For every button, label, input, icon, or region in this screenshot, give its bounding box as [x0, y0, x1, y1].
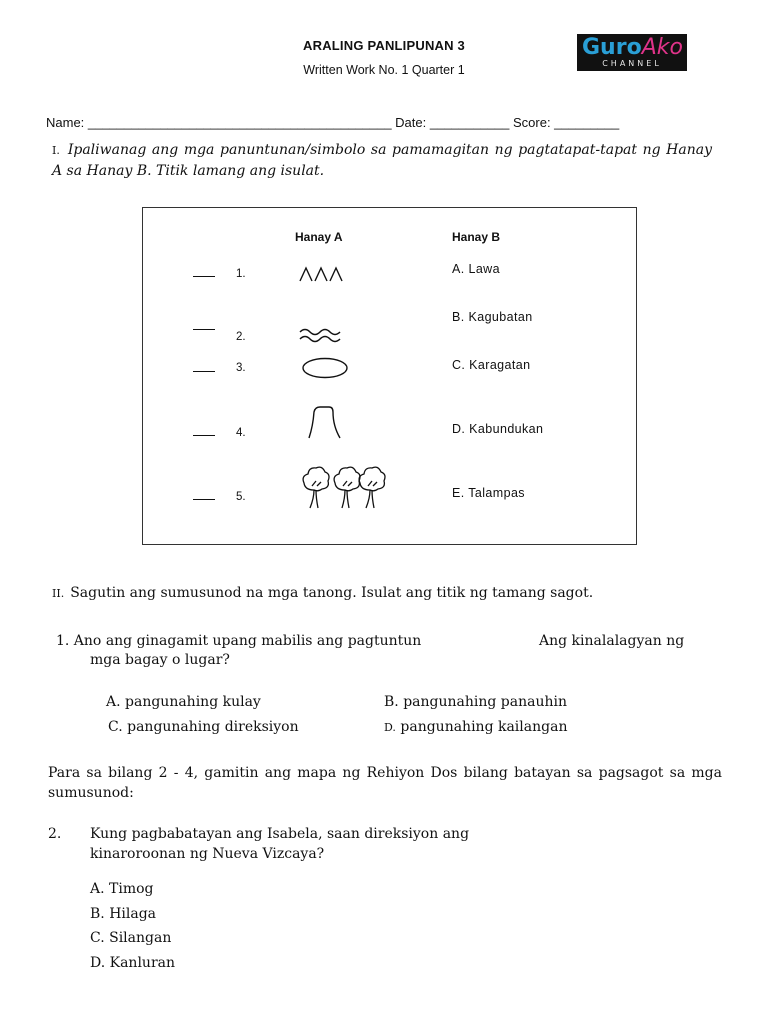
q1-choice-d-text: pangunahing kailangan: [400, 719, 568, 735]
q1-choice-d: [384, 719, 567, 735]
choice-c: C. Karagatan: [452, 358, 531, 372]
matching-table: [142, 207, 637, 545]
item-number: 1.: [236, 268, 246, 280]
part2-instructions: [52, 585, 593, 601]
worksheet-subtitle: Written Work No. 1 Quarter 1: [303, 63, 465, 77]
q1-choice-d-letter: D.: [384, 721, 396, 734]
question-2-line2: kinaroroonan ng Nueva Vizcaya?: [90, 846, 325, 862]
question-1-line1b: Ang kinalalagyan ng: [539, 633, 685, 649]
q2-choice-b: B. Hilaga: [90, 906, 157, 922]
guroako-logo: [577, 34, 687, 71]
choice-d: D. Kabundukan: [452, 422, 544, 436]
q1-choice-b: B. pangunahing panauhin: [384, 694, 567, 710]
item-number: 4.: [236, 427, 246, 439]
item-number: 3.: [236, 362, 246, 374]
question-1-line2: mga bagay o lugar?: [90, 652, 230, 668]
column-b-header: Hanay B: [452, 230, 501, 244]
lake-oval-icon: [300, 356, 350, 380]
question-2-line1: Kung pagbabatayan ang Isabela, saan direksiyon ang: [90, 826, 470, 842]
choice-e: E. Talampas: [452, 486, 525, 500]
answer-blank: [193, 435, 215, 436]
part1-instructions-text: Ipaliwanag ang mga panuntunan/simbolo sa pamamagitan ng pagtatapat-tapat ng Hanay A sa Hanay B. Titik lamang ang isulat.: [52, 142, 712, 179]
answer-blank: [193, 371, 215, 372]
waves-icon: [298, 325, 344, 345]
part1-instructions: [52, 140, 712, 181]
answer-blank: [193, 499, 215, 500]
q2-choice-c: C. Silangan: [90, 930, 172, 946]
q1-choice-c: C. pangunahing direksiyon: [108, 719, 299, 735]
q1-choice-a: A. pangunahing kulay: [106, 694, 261, 710]
logo-accent-text: Ako: [641, 35, 683, 60]
question-2-number: 2.: [48, 826, 62, 842]
worksheet-title: ARALING PANLIPUNAN 3: [303, 38, 465, 53]
answer-blank: [193, 276, 215, 277]
q2-choice-d: D. Kanluran: [90, 955, 175, 971]
plateau-icon: [305, 404, 345, 440]
column-a-header: Hanay A: [295, 230, 343, 244]
logo-sub-text: CHANNEL: [602, 59, 662, 68]
logo-main-text: Guro: [582, 35, 642, 60]
part2-number: II.: [52, 587, 65, 600]
part1-number: I.: [52, 144, 60, 157]
trees-icon: [300, 464, 388, 510]
q2-choice-a: A. Timog: [90, 881, 154, 897]
part2-instructions-text: Sagutin ang sumusunod na mga tanong. Isulat ang titik ng tamang sagot.: [70, 585, 594, 601]
answer-blank: [193, 329, 215, 330]
choice-a: A. Lawa: [452, 262, 500, 276]
choice-b: B. Kagubatan: [452, 310, 533, 324]
item-number: 2.: [236, 331, 246, 343]
mountains-icon: [298, 264, 348, 284]
item-number: 5.: [236, 491, 246, 503]
map-instructions: Para sa bilang 2 - 4, gamitin ang mapa ng Rehiyon Dos bilang batayan sa pagsagot sa mga sumusunod:: [48, 765, 722, 801]
name-date-score-line: Name: __________________________________________ Date: ___________ Score: _________: [46, 115, 620, 130]
question-1-line1: 1. Ano ang ginagamit upang mabilis ang pagtuntun: [56, 633, 422, 649]
